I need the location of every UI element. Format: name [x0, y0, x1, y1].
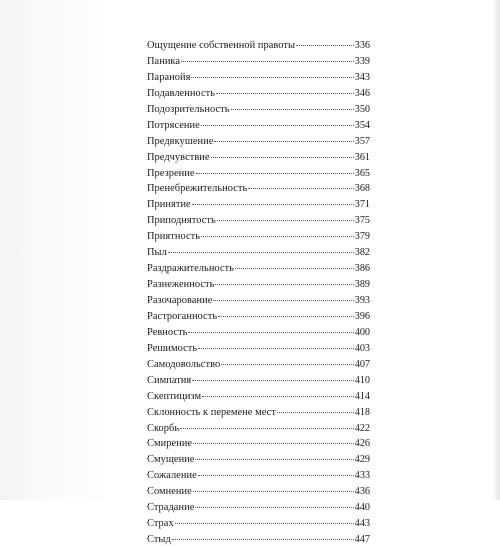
entry-page-number: 382 — [354, 247, 370, 259]
toc-entry — [147, 373, 370, 389]
entry-page-number: 400 — [354, 326, 370, 338]
entry-page-number: 354 — [354, 119, 370, 131]
entry-page-number: 414 — [354, 390, 370, 402]
dot-leader — [192, 379, 353, 381]
entry-page-number: 357 — [354, 135, 370, 147]
dot-leader — [277, 411, 354, 413]
toc-entry — [147, 70, 370, 86]
entry-page-number: 375 — [354, 215, 370, 227]
entry-page-number: 403 — [354, 342, 370, 354]
toc-entry — [147, 150, 370, 166]
entry-title: Подозрительность — [147, 103, 230, 115]
toc-entry — [147, 245, 370, 261]
entry-title: Растроганность — [147, 310, 218, 322]
toc-entry — [147, 38, 370, 54]
page-edge — [492, 0, 500, 500]
entry-title: Приподнятость — [147, 215, 216, 227]
toc-entry — [147, 452, 370, 468]
entry-title: Презрение — [147, 167, 195, 179]
toc-entry — [147, 213, 370, 229]
entry-page-number: 396 — [354, 310, 370, 322]
entry-page-number: 368 — [354, 183, 370, 195]
toc-entry — [147, 102, 370, 118]
toc-entry — [147, 197, 370, 213]
entry-title: Сожаление — [147, 470, 197, 482]
toc-entry — [147, 261, 370, 277]
entry-title: Приятность — [147, 231, 200, 243]
dot-leader — [181, 60, 354, 62]
entry-title: Раздражительность — [147, 263, 234, 275]
dot-leader — [221, 363, 354, 365]
dot-leader — [248, 187, 353, 189]
entry-page-number: 343 — [354, 71, 370, 83]
entry-title: Сомнение — [147, 486, 192, 498]
page-shadow — [0, 0, 130, 500]
dot-leader — [231, 108, 354, 110]
dot-leader — [172, 538, 354, 540]
dot-leader — [191, 76, 353, 78]
entry-page-number: 440 — [354, 502, 370, 514]
dot-leader — [216, 92, 354, 94]
toc-entry — [147, 341, 370, 357]
dot-leader — [195, 506, 353, 508]
dot-leader — [192, 203, 354, 205]
entry-title: Склонность к перемене мест — [147, 406, 276, 418]
toc-entry — [147, 468, 370, 484]
dot-leader — [214, 140, 353, 142]
toc-entry — [147, 500, 370, 516]
dot-leader — [168, 251, 354, 253]
dot-leader — [296, 44, 354, 46]
toc-entry — [147, 166, 370, 182]
dot-leader — [188, 331, 353, 333]
entry-title: Ревность — [147, 326, 188, 338]
dot-leader — [201, 124, 354, 126]
entry-title: Смирение — [147, 438, 193, 450]
toc-entry — [147, 389, 370, 405]
entry-page-number: 350 — [354, 103, 370, 115]
entry-page-number: 389 — [354, 279, 370, 291]
table-of-contents — [147, 38, 370, 548]
toc-entry — [147, 229, 370, 245]
entry-title: Паранойя — [147, 71, 191, 83]
entry-title: Потрясение — [147, 119, 200, 131]
entry-page-number: 418 — [354, 406, 370, 418]
toc-entry — [147, 484, 370, 500]
toc-entry — [147, 516, 370, 532]
dot-leader — [202, 395, 354, 397]
dot-leader — [235, 267, 354, 269]
entry-title: Решимость — [147, 342, 198, 354]
entry-page-number: 361 — [354, 151, 370, 163]
toc-entry — [147, 277, 370, 293]
dot-leader — [180, 427, 354, 429]
entry-page-number: 365 — [354, 167, 370, 179]
entry-title: Принятие — [147, 199, 191, 211]
toc-entry — [147, 86, 370, 102]
dot-leader — [215, 283, 353, 285]
dot-leader — [213, 299, 353, 301]
toc-entry — [147, 181, 370, 197]
toc-entry — [147, 357, 370, 373]
dot-leader — [198, 347, 354, 349]
dot-leader — [193, 442, 354, 444]
entry-page-number: 433 — [354, 470, 370, 482]
toc-entry — [147, 325, 370, 341]
entry-title: Смущение — [147, 454, 195, 466]
entry-page-number: 346 — [354, 87, 370, 99]
entry-title: Стыд — [147, 534, 171, 546]
entry-title: Симпатия — [147, 374, 192, 386]
entry-page-number: 429 — [354, 454, 370, 466]
dot-leader — [211, 156, 354, 158]
toc-entry — [147, 118, 370, 134]
dot-leader — [195, 458, 353, 460]
entry-page-number: 339 — [354, 55, 370, 67]
toc-entry — [147, 436, 370, 452]
entry-page-number: 410 — [354, 374, 370, 386]
entry-page-number: 379 — [354, 231, 370, 243]
dot-leader — [217, 219, 354, 221]
toc-entry — [147, 309, 370, 325]
entry-page-number: 407 — [354, 358, 370, 370]
toc-entry — [147, 54, 370, 70]
toc-entry — [147, 293, 370, 309]
entry-page-number: 426 — [354, 438, 370, 450]
dot-leader — [201, 235, 354, 237]
dot-leader — [196, 172, 354, 174]
entry-page-number: 436 — [354, 486, 370, 498]
dot-leader — [198, 474, 354, 476]
entry-page-number: 447 — [354, 534, 370, 546]
entry-title: Скептицизм — [147, 390, 202, 402]
entry-title: Предчувствие — [147, 151, 210, 163]
entry-page-number: 371 — [354, 199, 370, 211]
entry-title: Скорбь — [147, 422, 180, 434]
entry-page-number: 336 — [354, 40, 370, 51]
entry-page-number: 386 — [354, 263, 370, 275]
entry-title: Самодовольство — [147, 358, 221, 370]
entry-page-number: 393 — [354, 295, 370, 306]
entry-title: Пыл — [147, 247, 167, 259]
entry-page-number: 443 — [354, 518, 370, 530]
dot-leader — [193, 490, 354, 492]
toc-entry — [147, 421, 370, 437]
entry-title: Разочарование — [147, 295, 213, 306]
entry-title: Разнеженность — [147, 279, 215, 291]
entry-page-number: 422 — [354, 422, 370, 434]
dot-leader — [218, 315, 354, 317]
toc-entry — [147, 405, 370, 421]
entry-title: Страх — [147, 518, 174, 530]
entry-title: Ощущение собственной правоты — [147, 40, 296, 51]
entry-title: Страдание — [147, 502, 195, 514]
entry-title: Подавленность — [147, 87, 215, 99]
toc-entry — [147, 532, 370, 548]
dot-leader — [175, 522, 354, 524]
entry-title: Предвкушение — [147, 135, 214, 147]
toc-entry — [147, 134, 370, 150]
entry-title: Пренебрежительность — [147, 183, 248, 195]
entry-title: Паника — [147, 55, 181, 67]
